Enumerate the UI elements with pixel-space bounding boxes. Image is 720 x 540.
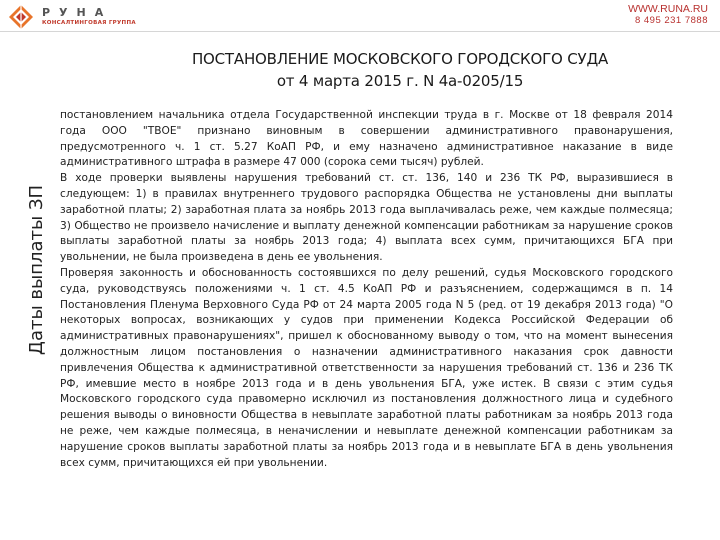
company-logo[interactable] <box>8 4 158 30</box>
logo-name: РУНА <box>42 6 113 19</box>
logo-subtitle: КОНСАЛТИНГОВАЯ ГРУППА <box>42 20 136 26</box>
contacts-block <box>628 4 708 26</box>
phone-number: 8 495 231 7888 <box>634 15 708 26</box>
paragraph: Проверяя законность и обоснованность состоявшихся по делу решений, судья Московского городского суда, руководствуясь положениями ч. 1 ст. 4.5 КоАП РФ и разъяснением, содержащимся в п. 14 Постановления Пленума Верховного Суда РФ от 24 марта 2005 года N 5 (ред. от 19 декабря 2013 года) "О некоторых вопросах, возникающих у судов при применении Кодекса Российской Федерации об административных правонарушениях", пришел к обоснованному выводу о том, что на момент вынесения должностным лицом постановления о назначении административного наказания срок давности привлечения Общества к административной ответственности за нарушения требований ст. 136 и 236 ТК РФ, имевшие место в ноябре 2013 года и в день увольнения БГА, уже истек. В связи с этим судья Московского городского суда правомерно исключил из постановления должностного лица и судебного решения выводы о виновности Общества в невыплате заработной платы работникам за ноябрь 2013 года не реже, чем каждые полмесяца, в неначислении и невыплате денежной компенсации работникам за нарушение сроков выплаты заработной платы за ноябрь 2013 года и в невыплате БГА в день увольнения всех сумм, причитающихся ей при увольнении. <box>60 266 673 469</box>
page-title <box>80 48 720 92</box>
paragraph: В ходе проверки выявлены нарушения требований ст. ст. 136, 140 и 236 ТК РФ, выразившиеся в следующем: 1) в правилах внутреннего трудового распорядка Общества не установлены дни выплаты заработной платы; 2) заработная плата за ноябрь 2013 года выплачивалась реже, чем каждые полмесяца; 3) Общество не произвело начисление и выплату денежной компенсации работникам за нарушение сроков выплаты заработной платы за ноябрь 2013 года; 4) выплата всех сумм, причитающихся БГА при увольнении, не была произведена в день ее увольнения. <box>60 172 673 264</box>
paragraph: постановлением начальника отдела Государственной инспекции труда в г. Москве от 18 февраля 2014 года ООО "ТВОЕ" признано виновным в совершении административного правонарушения, предусмотренного ч. 1 ст. 5.27 КоАП РФ, и ему назначено административное наказание в виде административного штрафа в размере 47 000 (сорока семи тысяч) рублей. <box>60 109 673 169</box>
side-label: Даты выплаты ЗП <box>26 184 47 356</box>
title-line-2: от 4 марта 2015 г. N 4а-0205/15 <box>276 72 524 90</box>
body-text <box>60 108 673 471</box>
logo-mark-icon <box>8 4 34 30</box>
header-divider <box>0 31 720 32</box>
title-line-1: ПОСТАНОВЛЕНИЕ МОСКОВСКОГО ГОРОДСКОГО СУДА <box>191 50 609 68</box>
website-link[interactable]: WWW.RUNA.RU <box>628 3 708 15</box>
